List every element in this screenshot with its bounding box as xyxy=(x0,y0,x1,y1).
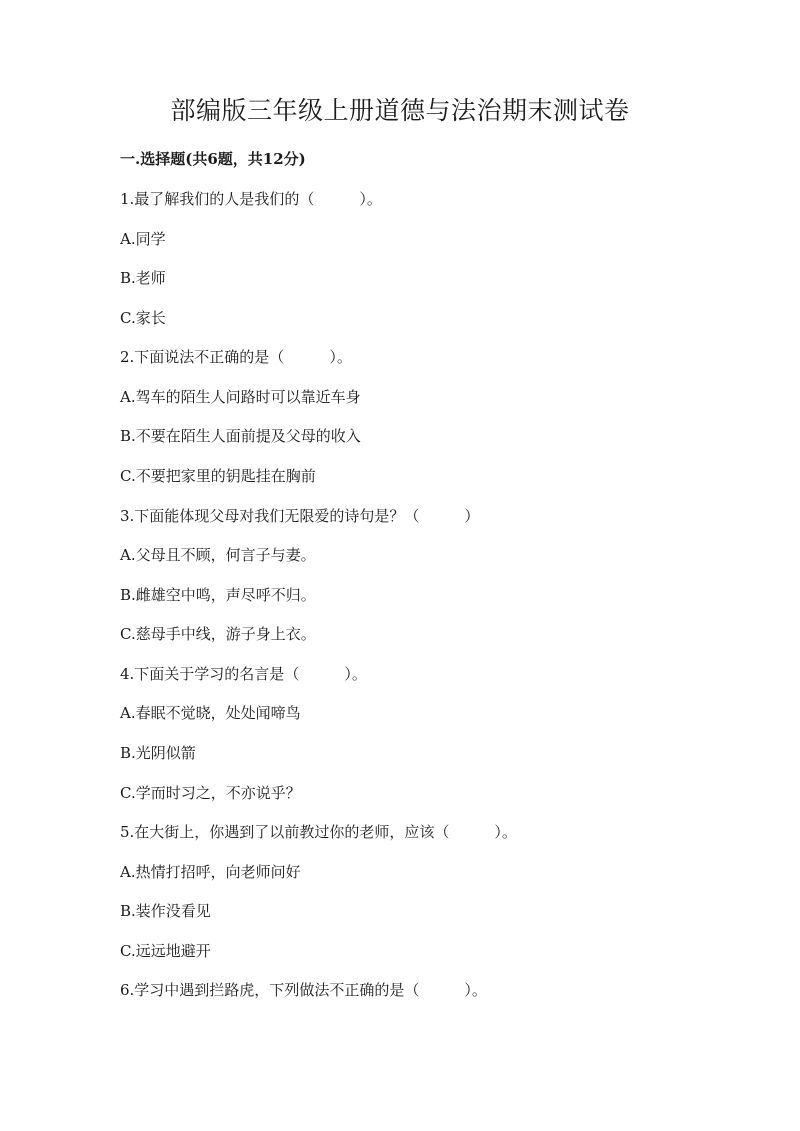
question-2-option-b: B.不要在陌生人面前提及父母的收入 xyxy=(120,427,361,445)
question-5-option-b: B.装作没看见 xyxy=(120,902,211,920)
question-1-option-b: B.老师 xyxy=(120,269,166,287)
question-4-stem: 4.下面关于学习的名言是（ ）。 xyxy=(120,665,367,683)
question-3-stem: 3.下面能体现父母对我们无限爱的诗句是？（ ） xyxy=(120,507,480,525)
question-5-stem: 5.在大街上，你遇到了以前教过你的老师，应该（ ）。 xyxy=(120,823,517,841)
question-2-stem: 2.下面说法不正确的是（ ）。 xyxy=(120,348,352,366)
section-heading: 一.选择题(共6题，共12分) xyxy=(120,150,306,168)
question-2-option-c: C.不要把家里的钥匙挂在胸前 xyxy=(120,467,316,485)
question-3-option-b: B.雌雄空中鸣，声尽呼不归。 xyxy=(120,586,316,604)
question-6-stem: 6.学习中遇到拦路虎，下列做法不正确的是（ ）。 xyxy=(120,981,487,999)
question-4-option-a: A.春眠不觉晓，处处闻啼鸟 xyxy=(120,704,301,722)
document-title: 部编版三年级上册道德与法治期末测试卷 xyxy=(170,96,630,125)
question-4-option-c: C.学而时习之，不亦说乎？ xyxy=(120,784,301,802)
question-3-option-a: A.父母且不顾，何言子与妻。 xyxy=(120,546,316,564)
question-4-option-b: B.光阴似箭 xyxy=(120,744,196,762)
question-5-option-c: C.远远地避开 xyxy=(120,942,211,960)
question-1-stem: 1.最了解我们的人是我们的（ ）。 xyxy=(120,190,382,208)
question-3-option-c: C.慈母手中线，游子身上衣。 xyxy=(120,625,316,643)
question-1-option-c: C.家长 xyxy=(120,309,166,327)
question-1-option-a: A.同学 xyxy=(120,230,166,248)
question-5-option-a: A.热情打招呼，向老师问好 xyxy=(120,863,301,881)
question-2-option-a: A.驾车的陌生人问路时可以靠近车身 xyxy=(120,388,361,406)
